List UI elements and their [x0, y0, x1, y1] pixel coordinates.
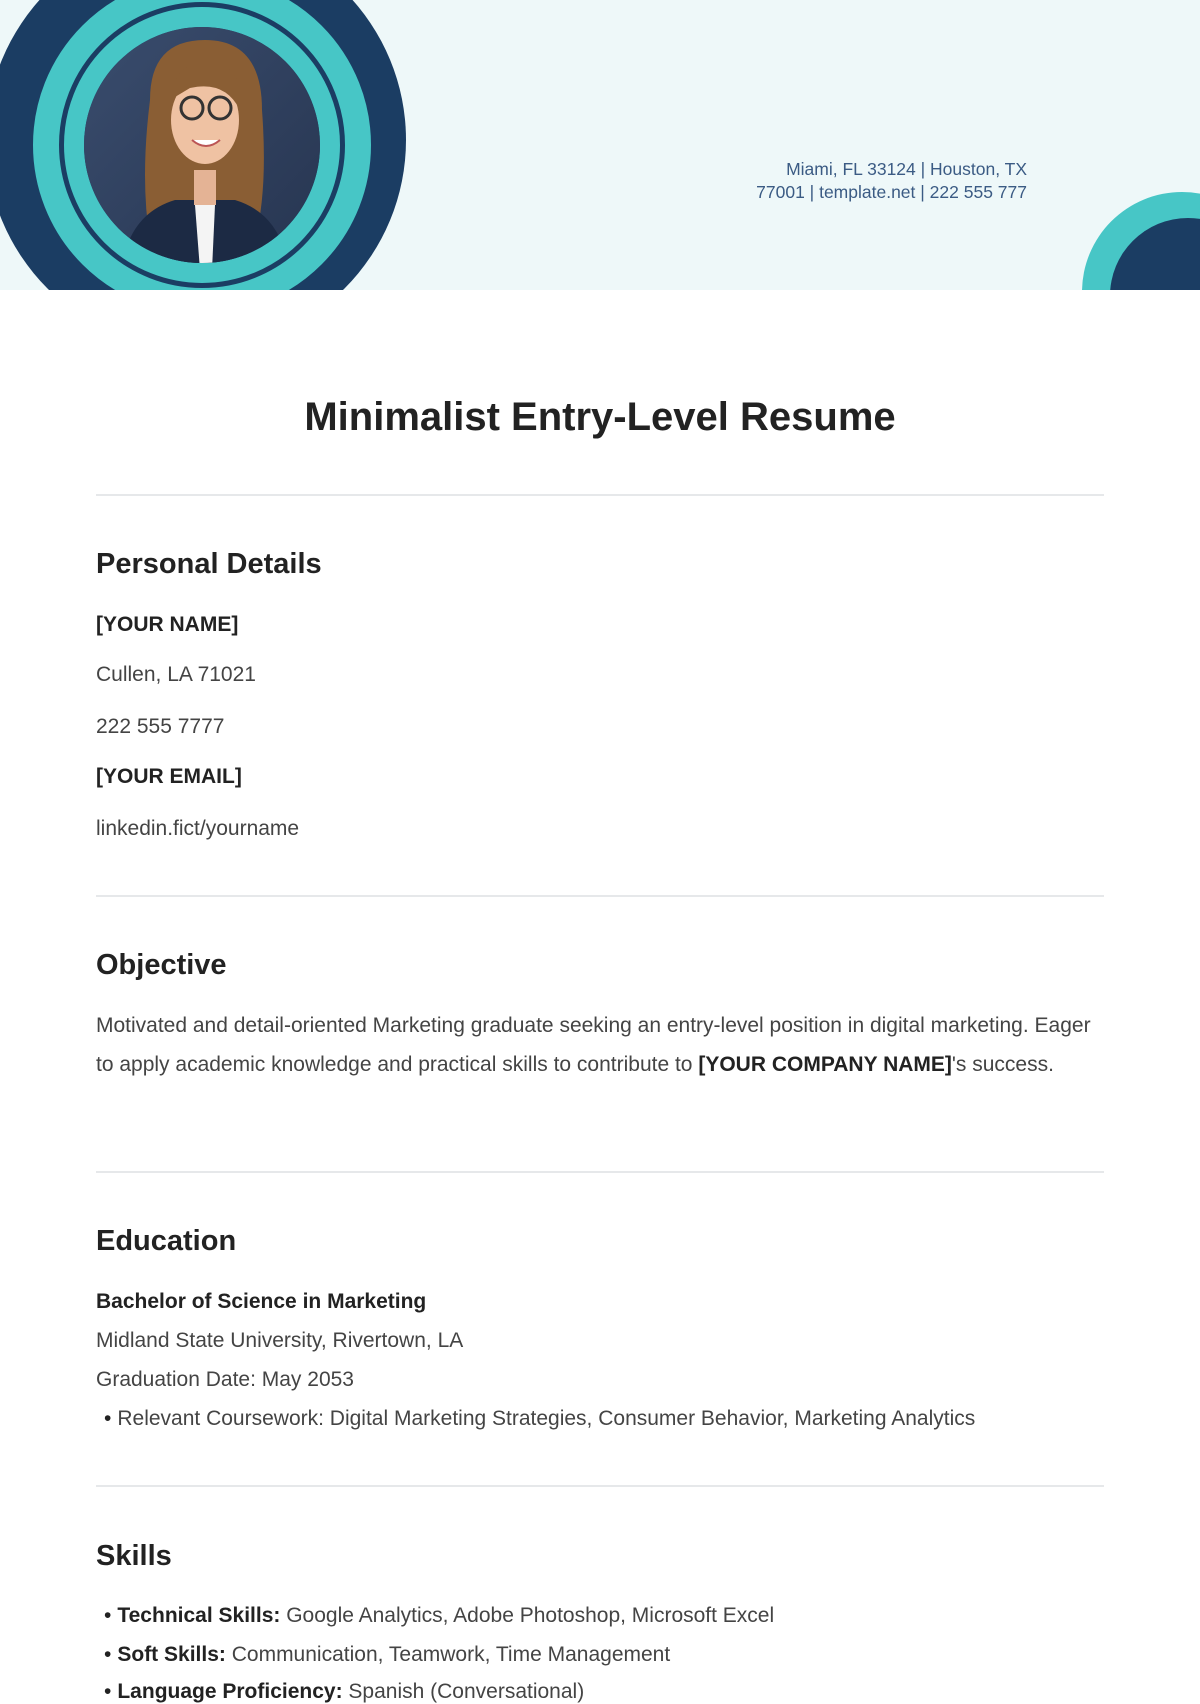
degree: Bachelor of Science in Marketing — [96, 1290, 427, 1313]
objective-text-part: 's success. — [951, 1053, 1054, 1076]
page-title: Minimalist Entry-Level Resume — [304, 395, 896, 439]
email-placeholder: [YOUR EMAIL] — [96, 765, 242, 788]
coursework-item: • Relevant Coursework: Digital Marketing Strategies, Consumer Behavior, Marketing Analytics — [104, 1407, 975, 1431]
divider — [96, 1171, 1104, 1173]
header-decoration — [0, 0, 1200, 290]
name-placeholder: [YOUR NAME] — [96, 613, 239, 636]
contact-line: 77001 | template.net | 222 555 777 — [756, 182, 1027, 202]
section-heading-personal: Personal Details — [96, 548, 322, 580]
divider — [96, 1485, 1104, 1487]
linkedin: linkedin.fict/yourname — [96, 817, 300, 840]
divider — [96, 895, 1104, 897]
skill-label: Technical Skills: — [117, 1604, 281, 1627]
objective-text-part: Motivated and detail-oriented Marketing graduate seeking an entry-level position in digital marketing. Eager to apply academic knowledge and practical skills to contribute to — [96, 1014, 1091, 1076]
section-heading-skills: Skills — [96, 1540, 172, 1572]
divider — [96, 494, 1104, 496]
company-placeholder: [YOUR COMPANY NAME] — [698, 1053, 952, 1076]
skill-value: Google Analytics, Adobe Photoshop, Microsoft Excel — [280, 1604, 775, 1627]
graduation-date: Graduation Date: May 2053 — [96, 1368, 354, 1391]
skill-item — [104, 1604, 774, 1628]
section-heading-education: Education — [96, 1225, 237, 1257]
skill-value: Communication, Teamwork, Time Management — [225, 1643, 671, 1666]
skill-value: Spanish (Conversational) — [342, 1680, 585, 1703]
section-heading-objective: Objective — [96, 949, 227, 981]
skill-item — [104, 1680, 584, 1704]
phone: 222 555 7777 — [96, 715, 225, 738]
header-banner — [0, 0, 1200, 290]
skill-label: Soft Skills: — [117, 1643, 226, 1666]
skill-item — [104, 1643, 670, 1667]
address: Cullen, LA 71021 — [96, 663, 256, 686]
contact-info — [756, 158, 1027, 204]
objective-text — [96, 1006, 1104, 1084]
contact-line: Miami, FL 33124 | Houston, TX — [786, 159, 1027, 179]
school: Midland State University, Rivertown, LA — [96, 1329, 464, 1352]
skill-label: Language Proficiency: — [117, 1680, 343, 1703]
